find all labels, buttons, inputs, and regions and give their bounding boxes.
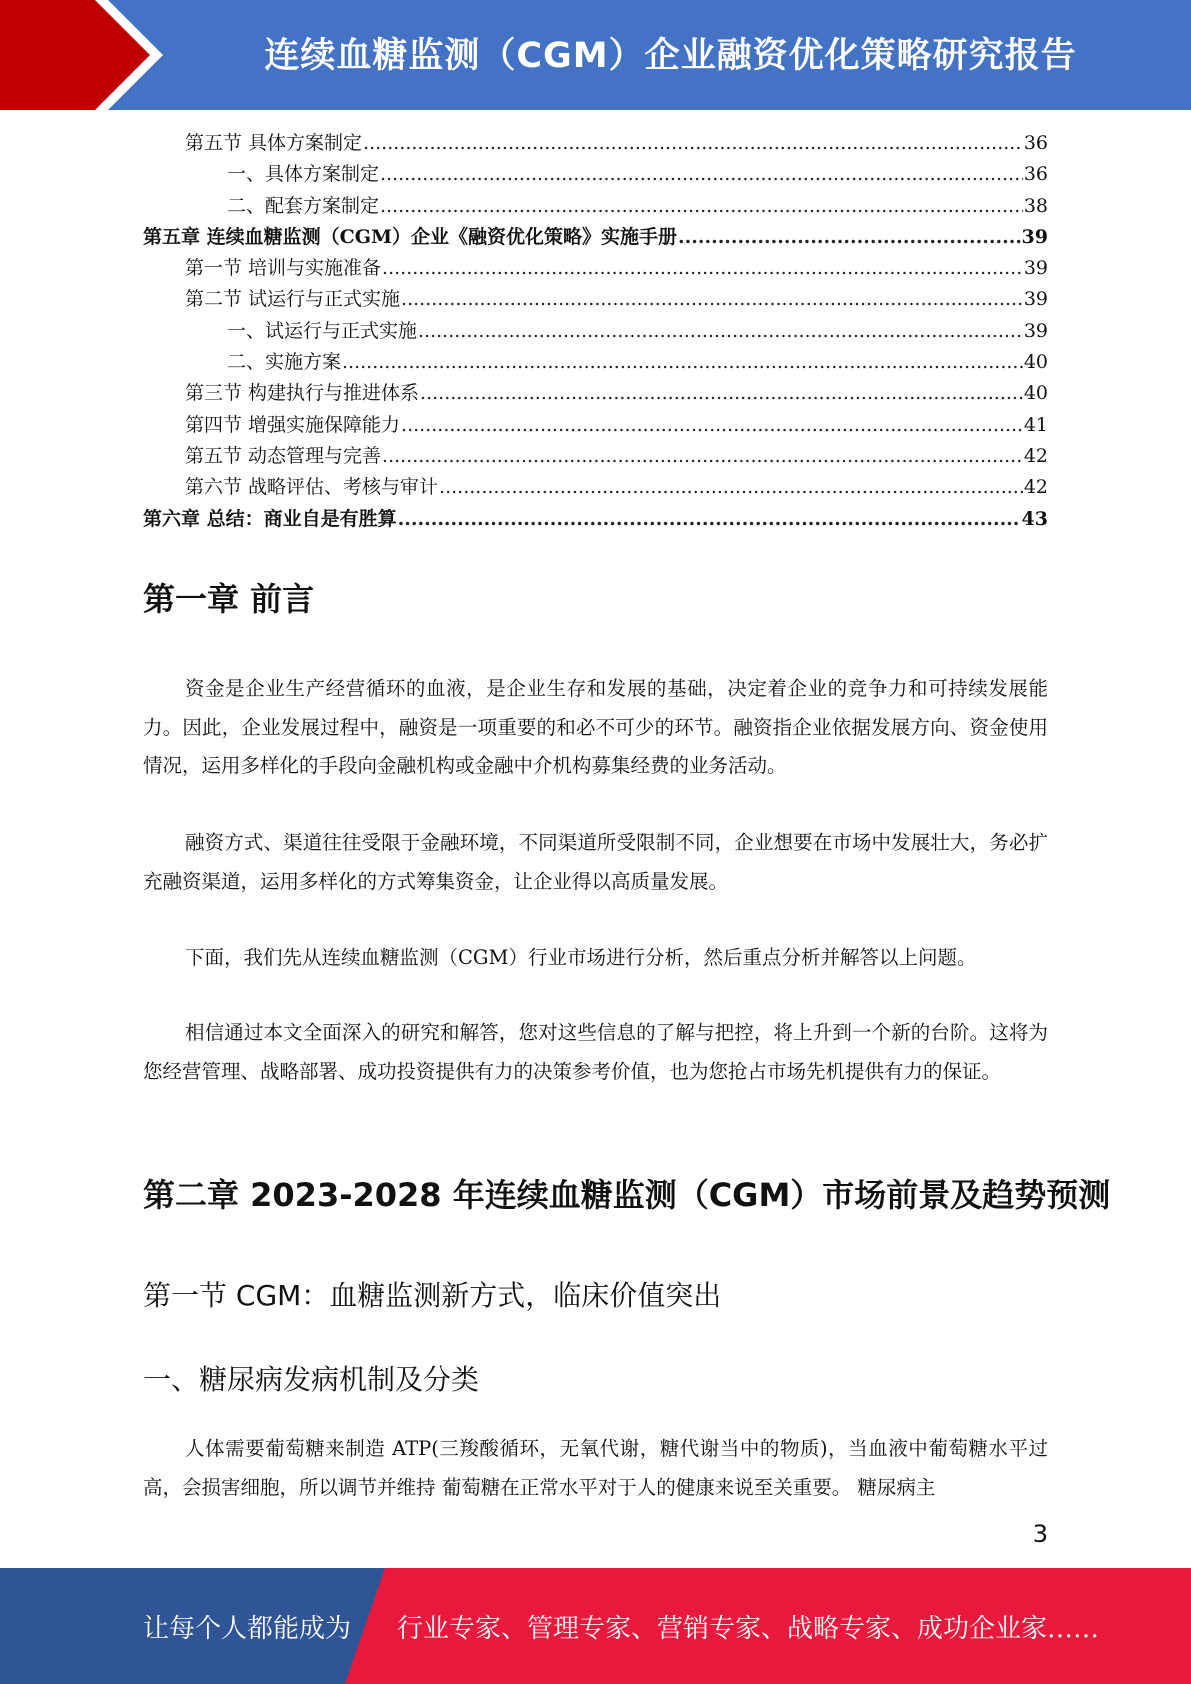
chapter-2-heading: 第二章 2023-2028 年连续血糖监测（CGM）市场前景及趋势预测 bbox=[143, 1176, 1111, 1214]
toc-entry-label: 第四节 增强实施保障能力 bbox=[185, 413, 401, 436]
toc-entry-page: 40 bbox=[1023, 382, 1048, 405]
toc-entry[interactable] bbox=[143, 347, 1048, 378]
paragraph: 资金是企业生产经营循环的血液，是企业生存和发展的基础，决定着企业的竞争力和可持续发展能力。因此，企业发展过程中，融资是一项重要的和必不可少的环节。融资指企业依据发展方向、资金使用情况，运用多样化的手段向金融机构或金融中介机构募集经费的业务活动。 bbox=[143, 677, 1048, 777]
toc-entry-label: 第六章 总结：商业自是有胜算 bbox=[143, 507, 397, 530]
toc-entry[interactable] bbox=[143, 284, 1048, 315]
page-header bbox=[0, 0, 1191, 110]
toc-entry[interactable] bbox=[143, 441, 1048, 472]
paragraph: 人体需要葡萄糖来制造 ATP(三羧酸循环，无氧代谢，糖代谢当中的物质)，当血液中葡萄糖水平过高，会损害细胞，所以调节并维持 葡萄糖在正常水平对于人的健康来说至关重要。 糖尿病主 bbox=[143, 1437, 1048, 1499]
toc-entry[interactable] bbox=[143, 159, 1048, 190]
toc-entry-page: 42 bbox=[1023, 444, 1048, 467]
toc-entry-page: 41 bbox=[1023, 413, 1048, 436]
footer-slogan-left: 让每个人都能成为 bbox=[143, 1614, 352, 1644]
toc-entry-label: 第一节 培训与实施准备 bbox=[185, 257, 382, 280]
report-title: 连续血糖监测（CGM）企业融资优化策略研究报告 bbox=[264, 36, 1077, 76]
toc-entry-page: 39 bbox=[1023, 319, 1048, 342]
page-number: 3 bbox=[1032, 1520, 1048, 1548]
toc-dot-leader bbox=[439, 476, 1023, 498]
toc-dot-leader bbox=[420, 382, 1023, 404]
toc-entry-label: 二、实施方案 bbox=[227, 351, 342, 374]
paragraph: 融资方式、渠道往往受限于金融环境，不同渠道所受限制不同，企业想要在市场中发展壮大，务必扩充融资渠道，运用多样化的方式筹集资金，让企业得以高质量发展。 bbox=[143, 831, 1048, 893]
toc-dot-leader bbox=[418, 320, 1023, 342]
toc-entry-page: 36 bbox=[1023, 163, 1048, 186]
toc-entry-label: 第五章 连续血糖监测（CGM）企业《融资优化策略》实施手册 bbox=[143, 225, 677, 248]
toc-entry-page: 36 bbox=[1023, 132, 1048, 154]
toc-entry[interactable] bbox=[143, 410, 1048, 441]
toc-entry[interactable] bbox=[143, 472, 1048, 503]
toc-entry[interactable] bbox=[143, 378, 1048, 409]
footer-slogan-right: 行业专家、管理专家、营销专家、战略专家、成功企业家…… bbox=[397, 1614, 1100, 1644]
toc-entry-label: 第五节 动态管理与完善 bbox=[185, 444, 382, 467]
toc-dot-leader bbox=[380, 163, 1023, 185]
table-of-contents bbox=[143, 128, 1048, 535]
toc-entry-label: 第六节 战略评估、考核与审计 bbox=[185, 476, 439, 499]
toc-entry-page: 38 bbox=[1023, 194, 1048, 217]
toc-entry-page: 43 bbox=[1021, 507, 1048, 530]
page-footer bbox=[0, 1568, 1191, 1684]
toc-dot-leader bbox=[363, 132, 1023, 154]
toc-entry-page: 39 bbox=[1021, 225, 1048, 248]
toc-entry-label: 一、试运行与正式实施 bbox=[227, 319, 418, 342]
section-heading: 第一节 CGM：血糖监测新方式，临床价值突出 bbox=[143, 1279, 722, 1312]
toc-dot-leader bbox=[678, 226, 1021, 248]
toc-entry[interactable] bbox=[143, 253, 1048, 284]
paragraph: 相信通过本文全面深入的研究和解答，您对这些信息的了解与把控，将上升到一个新的台阶。这将为您经营管理、战略部署、成功投资提供有力的决策参考价值，也为您抢占市场先机提供有力的保证。 bbox=[143, 1021, 1048, 1083]
toc-entry[interactable] bbox=[143, 191, 1048, 222]
toc-entry-page: 40 bbox=[1023, 351, 1048, 374]
toc-entry-label: 第三节 构建执行与推进体系 bbox=[185, 382, 420, 405]
toc-dot-leader bbox=[401, 288, 1023, 310]
toc-entry[interactable] bbox=[143, 504, 1048, 535]
toc-entry[interactable] bbox=[143, 316, 1048, 347]
toc-entry-page: 39 bbox=[1023, 257, 1048, 280]
toc-entry[interactable] bbox=[143, 128, 1048, 159]
subsection-heading: 一、糖尿病发病机制及分类 bbox=[143, 1363, 480, 1396]
toc-entry-label: 第二节 试运行与正式实施 bbox=[185, 288, 401, 311]
toc-entry-label: 二、配套方案制定 bbox=[227, 194, 380, 217]
toc-entry-label: 第五节 具体方案制定 bbox=[185, 132, 363, 154]
chapter-1-heading: 第一章 前言 bbox=[143, 580, 315, 618]
toc-entry-page: 42 bbox=[1023, 476, 1048, 499]
toc-dot-leader bbox=[342, 351, 1023, 373]
toc-entry-label: 一、具体方案制定 bbox=[227, 163, 380, 186]
toc-entry[interactable] bbox=[143, 222, 1048, 253]
toc-dot-leader bbox=[382, 257, 1023, 279]
toc-entry-page: 39 bbox=[1023, 288, 1048, 311]
toc-dot-leader bbox=[380, 195, 1023, 217]
toc-dot-leader bbox=[401, 414, 1023, 436]
toc-dot-leader bbox=[382, 445, 1023, 467]
toc-dot-leader bbox=[398, 508, 1021, 530]
paragraph: 下面，我们先从连续血糖监测（CGM）行业市场进行分析，然后重点分析并解答以上问题。 bbox=[185, 946, 977, 969]
